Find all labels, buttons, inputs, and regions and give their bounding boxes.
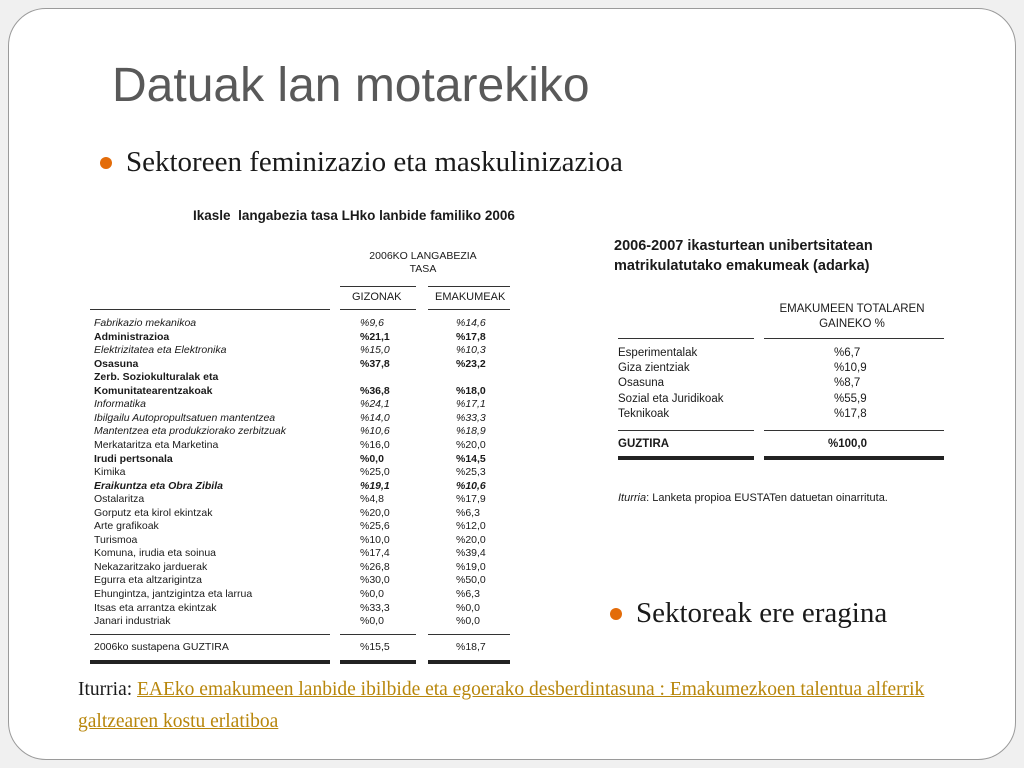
row-women-value: %12,0 — [456, 520, 486, 533]
row-label: Ehungintza, jantzigintza eta larrua — [94, 588, 253, 600]
unemployment-subhead — [358, 250, 488, 276]
row-label: Ostalaritza — [94, 493, 145, 506]
divider — [428, 286, 510, 287]
row-women-value: %6,3 — [456, 506, 480, 519]
row-men-value: %10,6 — [360, 425, 390, 438]
thick-divider — [90, 660, 330, 664]
table-title-prefix: Ikasle — [193, 208, 231, 223]
divider — [340, 286, 416, 287]
unemployment-table — [90, 206, 530, 668]
bullet-text: Sektoreen feminizazio eta maskulinizazioa — [126, 146, 623, 178]
bullet-dot-icon — [100, 157, 112, 169]
row-label: Zerb. Soziokulturalak eta — [94, 371, 219, 384]
table-row — [612, 376, 952, 391]
row-men-value: %17,4 — [360, 547, 390, 560]
divider — [618, 338, 754, 339]
source-label: Iturria — [618, 492, 647, 504]
table-row — [90, 371, 530, 385]
row-label: Informatika — [94, 398, 146, 411]
unemployment-table-title — [193, 208, 515, 223]
divider — [340, 309, 416, 310]
row-women-value: %19,0 — [456, 560, 486, 573]
university-column-header — [762, 302, 942, 332]
row-men-value: %4,8 — [360, 493, 384, 506]
divider — [90, 634, 330, 635]
row-men-value: %20,0 — [360, 506, 390, 519]
table-row — [90, 588, 530, 602]
thick-divider — [340, 660, 416, 664]
table-row — [90, 520, 530, 534]
row-women-value: %17,9 — [456, 493, 486, 506]
row-women-value: %10,3 — [456, 344, 486, 357]
row-women-value: %18,0 — [456, 384, 486, 397]
table-row — [90, 453, 530, 467]
row-value: %17,8 — [834, 407, 867, 420]
university-table-title — [614, 236, 954, 276]
bullet-sectors — [610, 597, 887, 630]
table-title-rest: langabezia tasa LHko lanbide familiko 2006 — [238, 208, 515, 223]
row-women-value: %14,5 — [456, 452, 486, 465]
university-table — [612, 234, 952, 514]
row-label: Elektrizitatea eta Elektronika — [94, 344, 227, 357]
row-label: Nekazaritzako jarduerak — [94, 560, 208, 573]
row-women-value: %10,6 — [456, 479, 486, 492]
thick-divider — [618, 456, 754, 460]
divider — [618, 430, 754, 431]
row-men-value: %15,0 — [360, 344, 390, 357]
row-label: Egurra eta altzarigintza — [94, 574, 202, 587]
row-men-value: %24,1 — [360, 398, 390, 411]
table-row — [612, 361, 952, 376]
row-label: Irudi pertsonala — [94, 452, 173, 465]
thick-divider — [764, 456, 944, 460]
slide-title: Datuak lan motarekiko — [112, 59, 590, 112]
divider — [428, 634, 510, 635]
row-women-value: %20,0 — [456, 533, 486, 546]
table-row — [90, 507, 530, 521]
row-women-value: %0,0 — [456, 601, 480, 614]
table-row — [90, 480, 530, 494]
row-women-value: %25,3 — [456, 466, 486, 479]
divider — [90, 309, 330, 310]
row-value: %10,9 — [834, 362, 867, 375]
row-label: Komunitatearentzakoak — [94, 384, 213, 397]
row-women-value: %17,1 — [456, 398, 486, 411]
table-row — [612, 407, 952, 422]
row-label: Turismoa — [94, 533, 138, 546]
divider — [340, 634, 416, 635]
divider — [764, 338, 944, 339]
row-label: Eraikuntza eta Obra Zibila — [94, 479, 223, 492]
row-label: Fabrikazio mekanikoa — [94, 317, 197, 329]
table-row — [90, 615, 530, 629]
table-row — [90, 574, 530, 588]
row-women-value: %17,8 — [456, 330, 486, 343]
row-men-value: %0,0 — [360, 588, 384, 600]
row-label: Komuna, irudia eta soinua — [94, 547, 216, 560]
row-women-value: %20,0 — [456, 438, 486, 451]
row-label: Osasuna — [618, 377, 665, 390]
row-label: Giza zientziak — [618, 362, 690, 375]
row-label: Esperimentalak — [618, 347, 698, 359]
row-men-value: %26,8 — [360, 560, 390, 573]
row-men-value: %14,0 — [360, 411, 390, 424]
row-men-value: %0,0 — [360, 452, 384, 465]
row-label: Merkataritza eta Marketina — [94, 438, 219, 451]
thick-divider — [428, 660, 510, 664]
subhead-line-2: TASA — [409, 263, 437, 275]
unemployment-total-row — [90, 640, 530, 654]
table-row — [90, 534, 530, 548]
row-women-value: %0,0 — [456, 615, 480, 628]
title-line-1: 2006-2007 ikasturtean unibertsitatean — [614, 238, 873, 254]
row-value: %6,7 — [834, 347, 861, 359]
table-row — [90, 412, 530, 426]
total-label: 2006ko sustapena GUZTIRA — [94, 641, 229, 653]
row-men-value: %21,1 — [360, 330, 390, 343]
colhead-line-1: EMAKUMEEN TOTALAREN — [779, 303, 925, 315]
row-women-value: %14,6 — [456, 317, 486, 329]
source-link[interactable]: EAEko emakumeen lanbide ibilbide eta egoerako desberdintasuna : Emakumezkoen talentua alferrik galtzearen kostu erlatiboa — [78, 679, 925, 732]
row-label: Itsas eta arrantza ekintzak — [94, 601, 217, 614]
table-row — [90, 547, 530, 561]
row-men-value: %16,0 — [360, 438, 390, 451]
row-label: Administrazioa — [94, 330, 170, 343]
colhead-line-2: GAINEKO % — [819, 318, 885, 330]
title-line-2: matrikulatutako emakumeak (adarka) — [614, 258, 870, 274]
row-label: Ibilgailu Autopropultsatuen mantentzea — [94, 411, 276, 424]
table-row — [90, 466, 530, 480]
column-header-women: EMAKUMEAK — [435, 291, 506, 303]
divider — [764, 430, 944, 431]
row-value: %8,7 — [834, 377, 861, 390]
row-label: Kimika — [94, 466, 126, 479]
table-row — [612, 346, 952, 361]
table-row — [90, 425, 530, 439]
table-row — [90, 398, 530, 412]
row-women-value: %39,4 — [456, 547, 486, 560]
row-women-value: %18,9 — [456, 425, 486, 438]
bullet-text: Sektoreak ere eragina — [636, 597, 888, 629]
table-row — [90, 439, 530, 453]
row-label: Mantentzea eta produkziorako zerbitzuak — [94, 425, 287, 438]
table-row — [90, 561, 530, 575]
table-row — [90, 344, 530, 358]
bullet-dot-icon — [610, 608, 622, 620]
row-value: %55,9 — [834, 392, 867, 405]
table-row — [90, 331, 530, 345]
row-women-value: %23,2 — [456, 357, 486, 370]
total-men: %15,5 — [360, 641, 390, 653]
table-row — [90, 317, 530, 331]
row-men-value: %9,6 — [360, 317, 384, 329]
row-label: Arte grafikoak — [94, 520, 159, 533]
bullet-feminization — [100, 146, 623, 179]
row-men-value: %19,1 — [360, 479, 390, 492]
row-men-value: %33,3 — [360, 601, 390, 614]
row-men-value: %10,0 — [360, 533, 390, 546]
row-label: Osasuna — [94, 357, 139, 370]
row-women-value: %50,0 — [456, 574, 486, 587]
row-women-value: %6,3 — [456, 588, 480, 600]
table-row — [90, 493, 530, 507]
table-row — [90, 385, 530, 399]
row-label: Sozial eta Juridikoak — [618, 392, 724, 405]
row-men-value: %0,0 — [360, 615, 384, 628]
total-women: %18,7 — [456, 641, 486, 653]
row-men-value: %30,0 — [360, 574, 390, 587]
row-men-value: %25,0 — [360, 466, 390, 479]
row-men-value: %37,8 — [360, 357, 390, 370]
university-source — [618, 492, 888, 504]
subhead-line-1: 2006KO LANGABEZIA — [369, 250, 477, 262]
table-row — [90, 602, 530, 616]
row-label: Teknikoak — [618, 407, 670, 420]
total-value: %100,0 — [828, 438, 868, 450]
row-men-value: %36,8 — [360, 384, 390, 397]
row-label: Janari industriak — [94, 615, 171, 628]
footer-source — [78, 674, 948, 738]
total-label: GUZTIRA — [618, 438, 670, 450]
row-women-value: %33,3 — [456, 411, 486, 424]
row-label: Gorputz eta kirol ekintzak — [94, 506, 213, 519]
table-row — [90, 358, 530, 372]
column-header-men: GIZONAK — [352, 291, 402, 303]
row-men-value: %25,6 — [360, 520, 390, 533]
divider — [428, 309, 510, 310]
footer-prefix: Iturria: — [78, 679, 138, 700]
source-text: : Lanketa propioa EUSTATen datuetan oinarrituta. — [646, 492, 888, 504]
table-row — [612, 392, 952, 407]
